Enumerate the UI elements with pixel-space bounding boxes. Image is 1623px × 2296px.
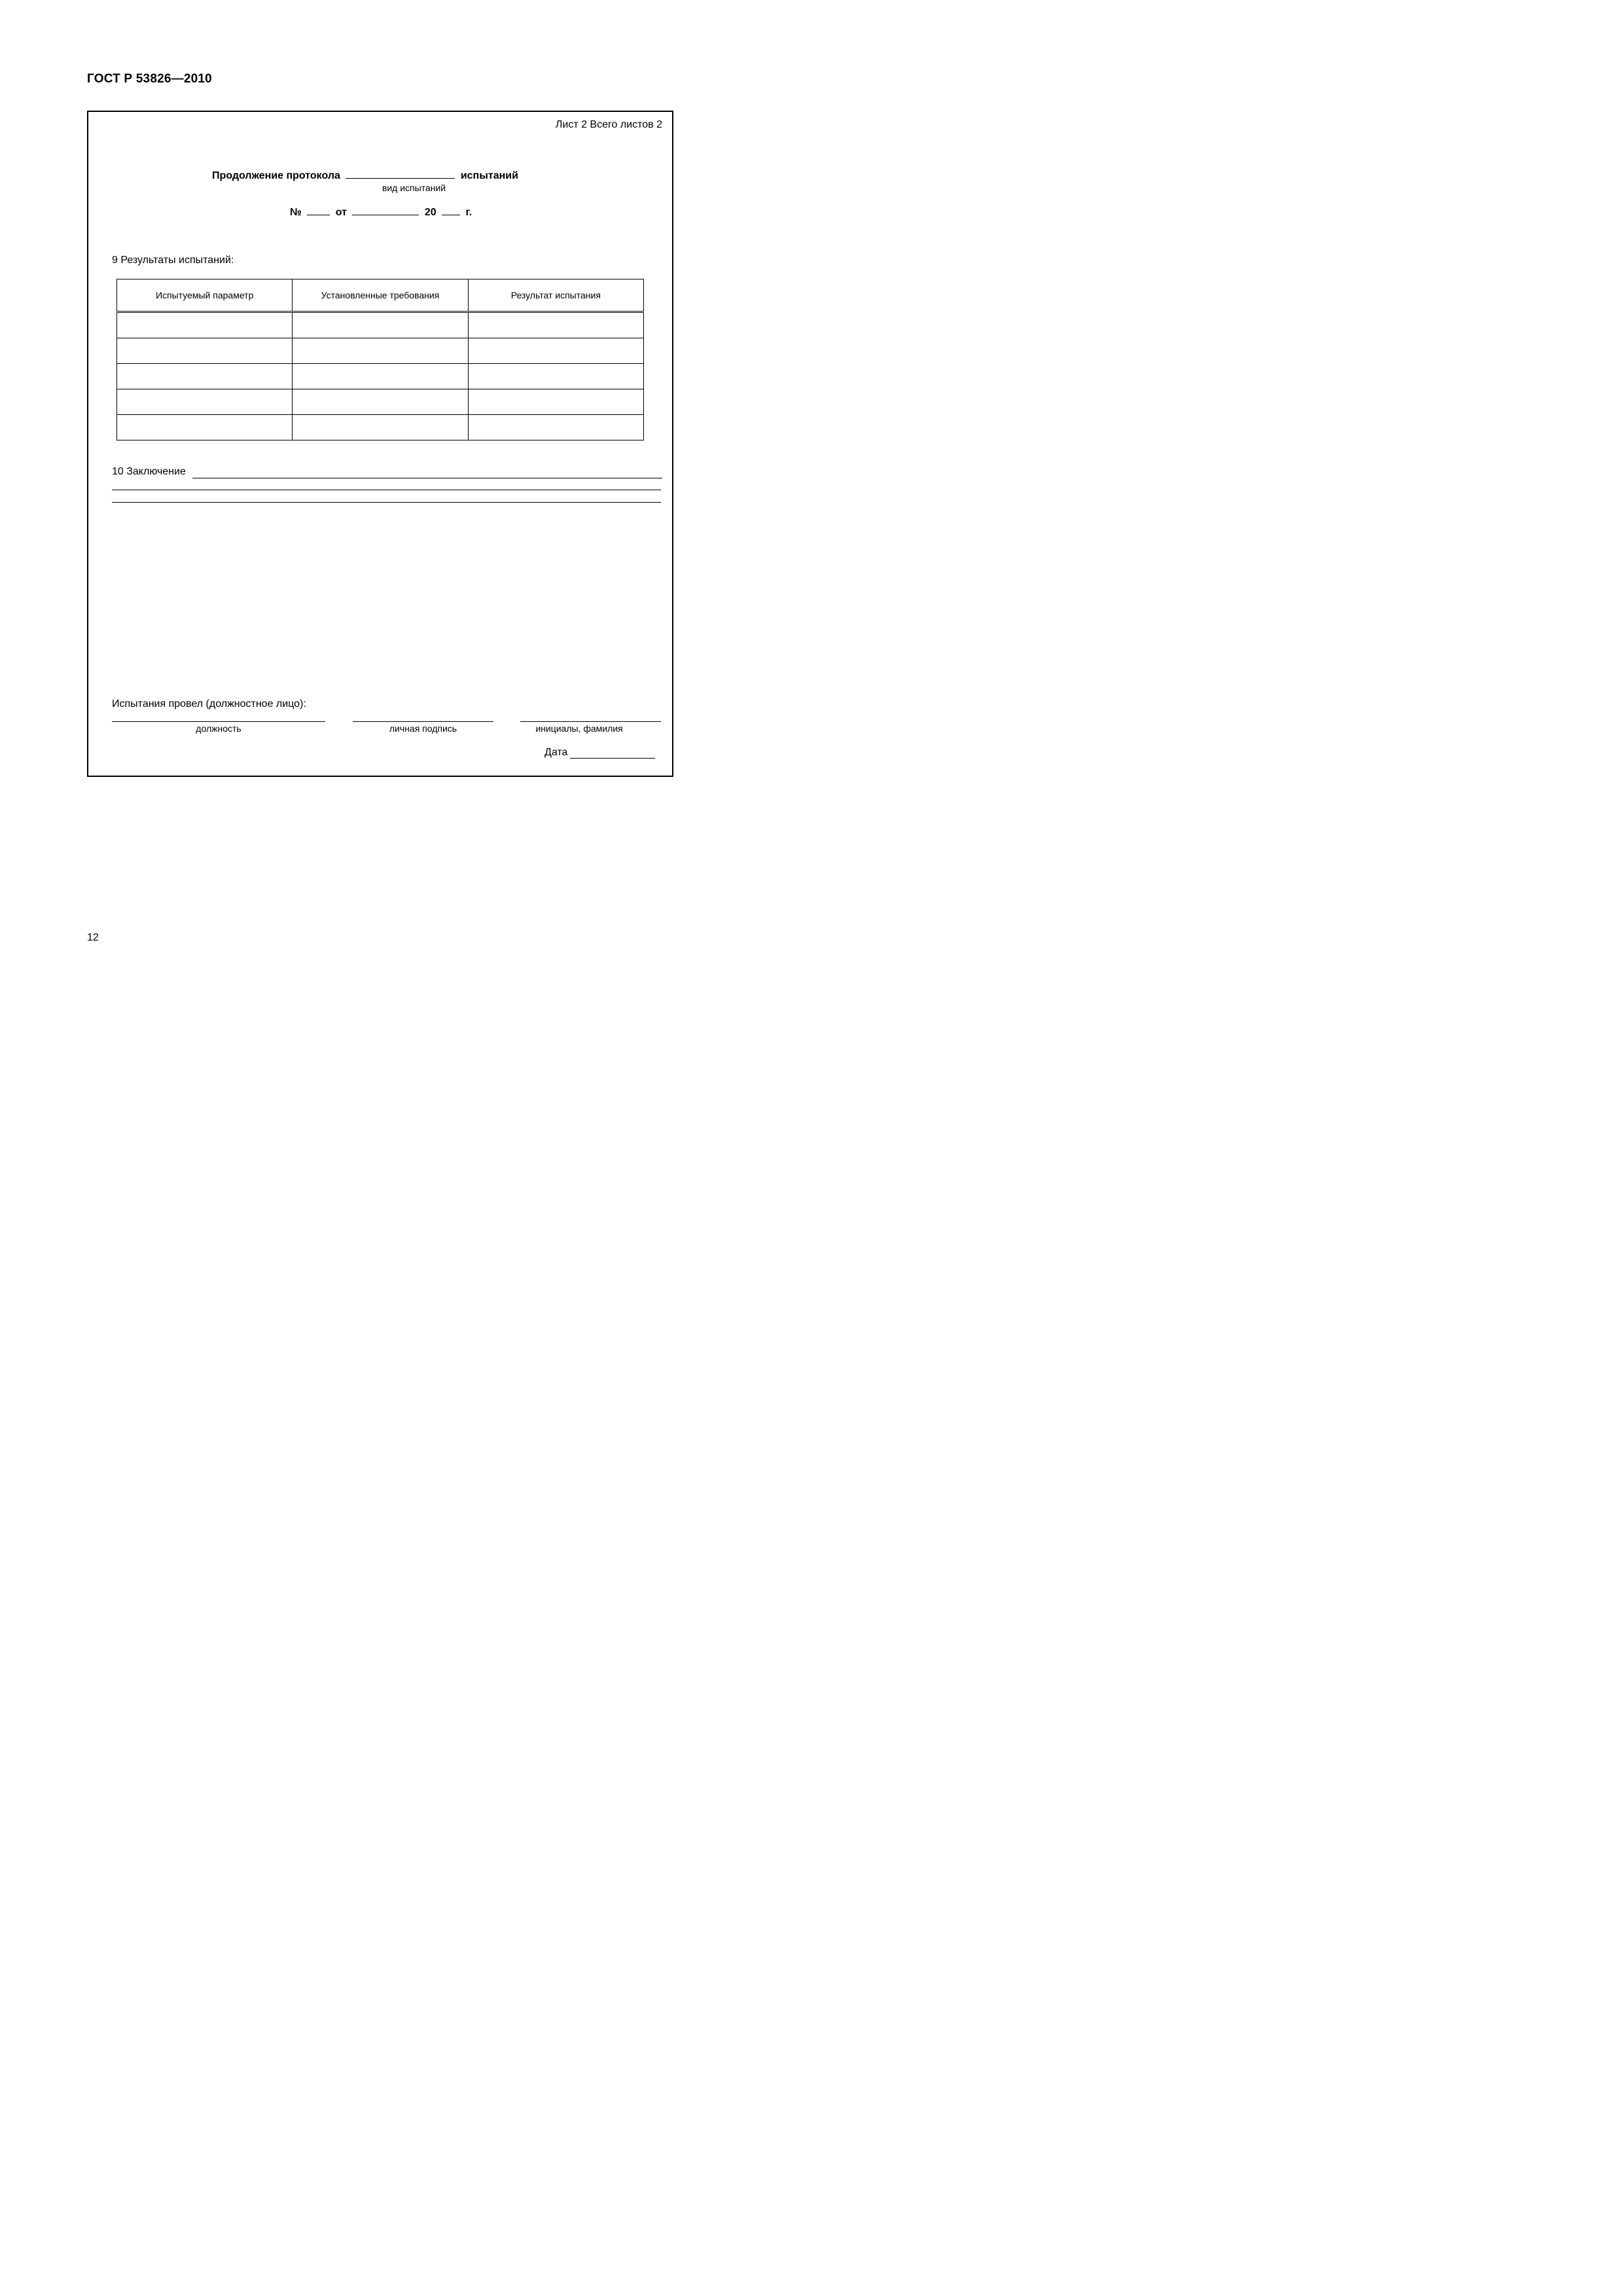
table-cell[interactable] — [468, 312, 643, 338]
name-line[interactable] — [520, 721, 661, 722]
sheet-info: Лист 2 Всего листов 2 — [555, 119, 662, 130]
protocol-year-blank[interactable] — [442, 206, 460, 215]
table-cell[interactable] — [117, 312, 293, 338]
table-row — [117, 338, 644, 364]
date-line[interactable] — [570, 758, 655, 759]
from-label: от — [335, 207, 347, 218]
table-cell[interactable] — [293, 338, 468, 364]
table-row — [117, 415, 644, 440]
position-caption: должность — [196, 723, 241, 734]
table-cell[interactable] — [117, 364, 293, 389]
tested-by-label: Испытания провел (должностное лицо): — [112, 698, 306, 709]
column-header-result: Результат испытания — [468, 279, 643, 312]
table-row — [117, 364, 644, 389]
table-cell[interactable] — [117, 338, 293, 364]
table-cell[interactable] — [468, 364, 643, 389]
signature-caption: личная подпись — [389, 723, 457, 734]
protocol-number-blank[interactable] — [307, 206, 330, 215]
table-cell[interactable] — [468, 338, 643, 364]
year-prefix: 20 — [424, 207, 437, 218]
date-label: Дата — [544, 747, 568, 758]
protocol-title — [0, 169, 730, 182]
table-cell[interactable] — [117, 389, 293, 415]
table-row — [117, 312, 644, 338]
results-table — [116, 279, 644, 440]
table-cell[interactable] — [117, 415, 293, 440]
results-table-header-row — [117, 279, 644, 312]
signature-line[interactable] — [353, 721, 493, 722]
protocol-date-blank[interactable] — [352, 206, 419, 215]
year-suffix: г. — [465, 207, 473, 218]
section-9-heading: 9 Результаты испытаний: — [112, 255, 234, 266]
position-line[interactable] — [112, 721, 325, 722]
test-type-caption: вид испытаний — [382, 183, 446, 193]
page-number: 12 — [87, 932, 99, 943]
table-cell[interactable] — [293, 364, 468, 389]
table-cell[interactable] — [293, 312, 468, 338]
document-header: ГОСТ Р 53826—2010 — [87, 72, 212, 86]
protocol-number-row — [0, 206, 730, 219]
table-row — [117, 389, 644, 415]
column-header-parameter: Испытуемый параметр — [117, 279, 293, 312]
name-caption: инициалы, фамилия — [535, 723, 623, 734]
protocol-title-suffix: испытаний — [460, 170, 518, 181]
test-type-blank[interactable] — [346, 169, 455, 179]
table-cell[interactable] — [468, 415, 643, 440]
column-header-requirements: Установленные требования — [293, 279, 468, 312]
table-cell[interactable] — [293, 389, 468, 415]
table-cell[interactable] — [293, 415, 468, 440]
section-10-heading: 10 Заключение — [112, 466, 186, 477]
conclusion-line-3[interactable] — [112, 502, 661, 503]
protocol-title-prefix: Продолжение протокола — [212, 170, 340, 181]
table-cell[interactable] — [468, 389, 643, 415]
number-sign: № — [289, 207, 302, 218]
